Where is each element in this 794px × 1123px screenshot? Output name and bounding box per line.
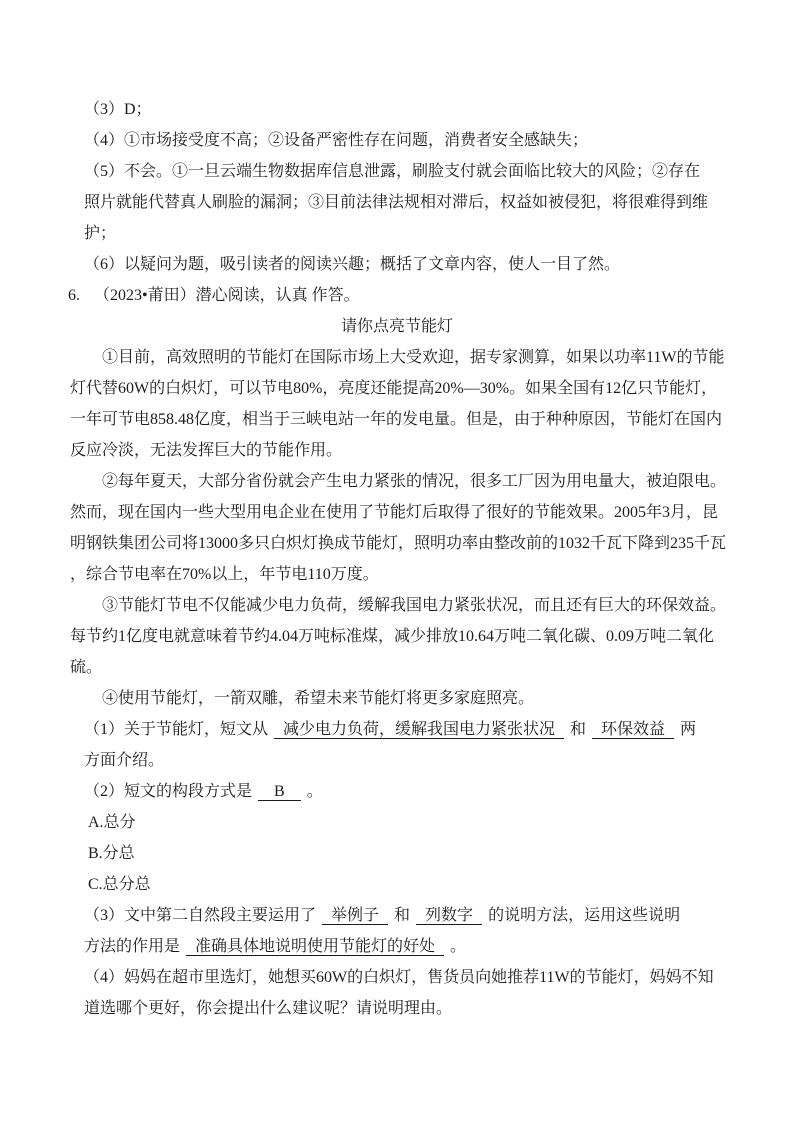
subquestion-1-text: 两 <box>680 721 697 738</box>
subquestion-2-text: 。 <box>306 783 323 800</box>
answer-blank: 列数字 <box>416 907 482 925</box>
subquestion-1-text: （1）关于节能灯，短文从 <box>84 721 269 738</box>
subquestion-1-cont: 方面介绍。 <box>84 752 165 769</box>
passage-line: 然而，现在国内一些大型用电企业在使用了节能灯后取得了很好的节能效果。2005年3月，昆 <box>70 504 719 521</box>
subquestion-3-text: 的说明方法，运用这些说明 <box>488 907 681 924</box>
question6-source: （2023•莆田）潜心阅读，认真 作答。 <box>94 287 360 304</box>
answer-line-6: （6）以疑问为题，吸引读者的阅读兴趣；概括了文章内容，使人一目了然。 <box>84 256 621 273</box>
option-a: A.总分 <box>88 814 136 831</box>
option-b: B.分总 <box>88 845 135 862</box>
passage-line: ④使用节能灯，一箭双雕，希望未来节能灯将更多家庭照亮。 <box>102 690 535 707</box>
question6-number: 6. <box>68 287 80 304</box>
subquestion-2 <box>84 776 794 807</box>
subquestion-4: （4）妈妈在超市里选灯，她想买60W的白炽灯，售货员向她推荐11W的节能灯，妈妈不知 <box>84 969 714 986</box>
subquestion-3-text: 和 <box>394 907 411 924</box>
answer-line-5-cont2: 护； <box>84 225 117 242</box>
question6-header <box>68 280 794 311</box>
passage-line: 硫。 <box>70 659 103 676</box>
answer-blank: 环保效益 <box>592 721 674 739</box>
option-c: C.总分总 <box>88 876 151 893</box>
subquestion-2-text: （2）短文的构段方式是 <box>84 783 253 800</box>
answer-blank: 举例子 <box>322 907 388 925</box>
subquestion-3 <box>84 900 794 931</box>
subquestion-3-text: 方法的作用是 <box>84 938 181 955</box>
subquestion-1 <box>84 714 794 745</box>
answer-line-5: （5）不会。①一旦云端生物数据库信息泄露，刷脸支付就会面临比较大的风险；②存在 <box>84 163 701 180</box>
passage-line: 一年可节电858.48亿度，相当于三峡电站一年的发电量。但是，由于种种原因，节能灯在国内 <box>70 411 723 428</box>
answer-line-5-cont: 照片就能代替真人刷脸的漏洞；③目前法律法规相对滞后，权益如被侵犯，将很难得到维 <box>84 194 709 211</box>
subquestion-1-text: 和 <box>570 721 587 738</box>
answer-blank: 减少电力负荷，缓解我国电力紧张状况 <box>274 721 564 739</box>
passage-title: 请你点亮节能灯 <box>340 318 453 335</box>
passage-line: ①目前，高效照明的节能灯在国际市场上大受欢迎，据专家测算，如果以功率11W的节能 <box>102 349 725 366</box>
subquestion-3-text: 。 <box>450 938 467 955</box>
answer-blank: 准确具体地说明使用节能灯的好处 <box>186 938 444 956</box>
subquestion-3-text: （3）文中第二自然段主要运用了 <box>84 907 317 924</box>
passage-line: ②每年夏天，大部分省份就会产生电力紧张的情况，很多工厂因为用电量大，被迫限电。 <box>102 473 727 490</box>
passage-line: ，综合节电率在70%以上，年节电110万度。 <box>70 566 379 583</box>
passage-line: 明钢铁集团公司将13000多只白炽灯换成节能灯，照明功率由整改前的1032千瓦下降到235千瓦 <box>70 535 727 552</box>
passage-line: 灯代替60W的白炽灯，可以节电80%，亮度还能提高20%—30%。如果全国有12亿只节能灯， <box>70 380 718 397</box>
subquestion-4-cont: 道选哪个更好，你会提出什么建议呢？请说明理由。 <box>84 1000 453 1017</box>
passage-line: 每节约1亿度电就意味着节约4.04万吨标准煤，减少排放10.64万吨二氧化碳、0.09万吨二氧化 <box>70 628 715 645</box>
answer-blank: B <box>258 783 301 801</box>
subquestion-3-cont <box>84 931 794 962</box>
answer-line-4: （4）①市场接受度不高；②设备严密性存在问题，消费者安全感缺失； <box>84 132 589 149</box>
passage-line: 反应冷淡，无法发挥巨大的节能作用。 <box>70 442 343 459</box>
passage-line: ③节能灯节电不仅能减少电力负荷，缓解我国电力紧张状况，而且还有巨大的环保效益。 <box>102 597 727 614</box>
answer-line-3: （3）D； <box>84 101 152 118</box>
